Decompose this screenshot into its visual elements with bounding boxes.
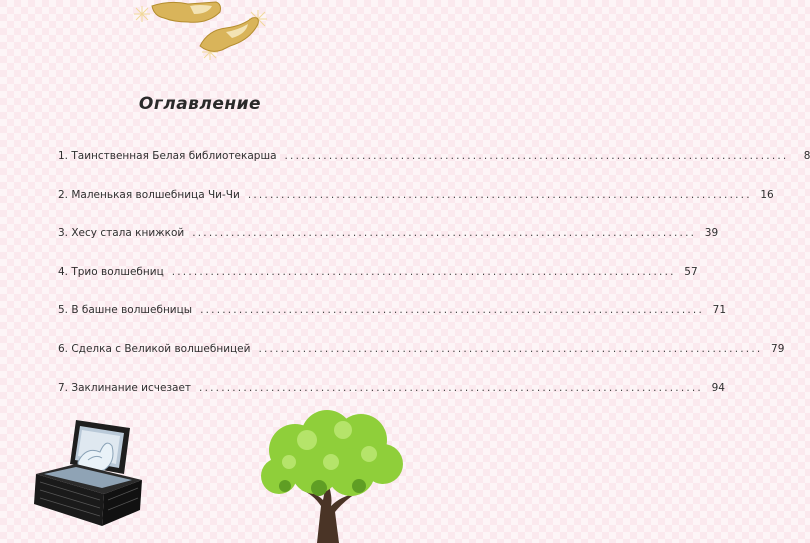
toc-entry-page: 16 [760,188,774,201]
table-of-contents [58,150,810,420]
toc-entry-title: 4. Трио волшебниц [58,265,164,278]
toc-leader-dots: ........................................................................................... [171,265,676,278]
toc-entry-title: 2. Маленькая волшебница Чи-Чи [58,188,240,201]
toc-entry-title: 7. Заклинание исчезает [58,381,192,394]
tree-icon [255,410,400,543]
toc-entry-title: 1. Таинственная Белая библиотекарша [58,150,277,162]
toc-entry-page: 8 [803,150,810,162]
toc-leader-dots: ........................................................................................... [284,150,789,162]
toc-entry-6 [58,342,785,382]
toc-entry-title: 5. В башне волшебницы [58,304,193,317]
toc-entry-title: 6. Сделка с Великой волшебницей [58,342,251,355]
toc-entry-1 [58,150,810,189]
toc-leader-dots: ........................................................................................... [199,381,703,394]
toc-entry-page: 39 [704,227,719,240]
toc-leader-dots: ........................................................................................... [258,342,763,355]
toc-entry-2 [58,188,774,228]
toc-leader-dots: ........................................................................................... [247,188,752,201]
toc-entry-4 [58,265,698,305]
toc-entry-title: 3. Хесу стала книжкой [58,227,185,240]
page-title: Оглавление [138,94,262,114]
toc-entry-page: 57 [684,265,698,278]
toc-entry-page: 71 [712,304,727,317]
toc-leader-dots: ........................................................................................... [200,304,705,317]
toc-entry-5 [58,304,727,343]
toc-entry-page: 79 [771,342,785,355]
toc-entry-page: 94 [711,381,725,394]
toc-leader-dots: ........................................................................................... [192,227,697,240]
glass-slipper-box-icon [30,418,148,530]
toc-entry-3 [58,227,719,266]
golden-shoes-icon [130,0,275,62]
